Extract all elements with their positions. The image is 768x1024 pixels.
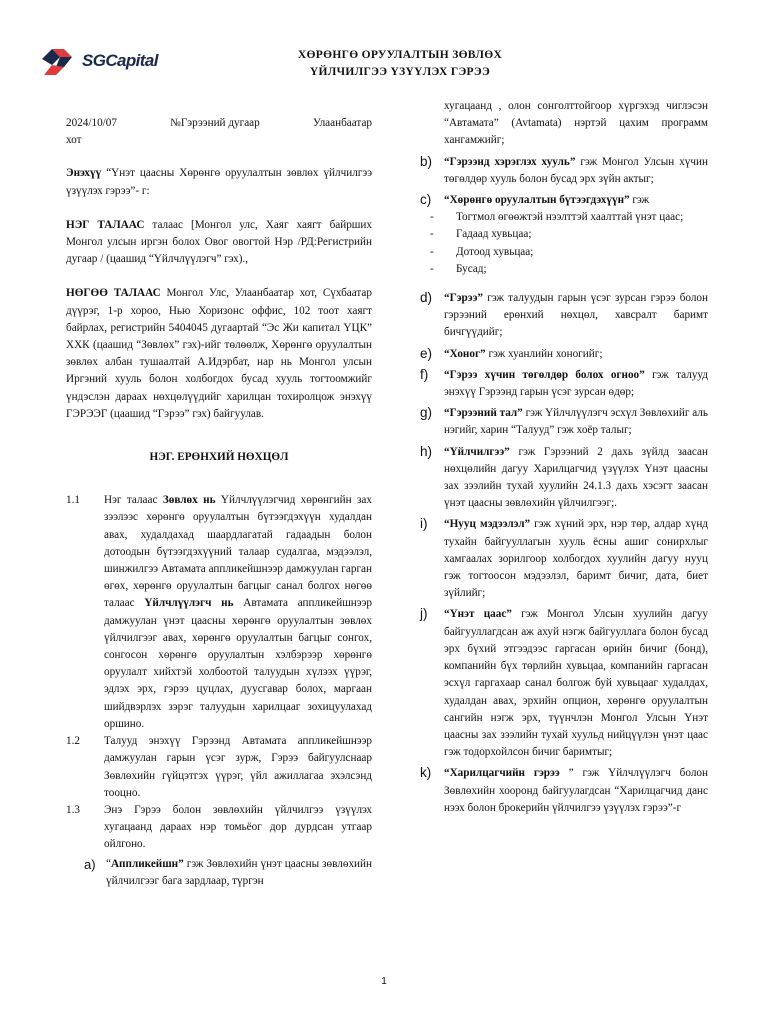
contract-city-2: хот (66, 134, 82, 147)
clause-1-2: 1.2 Талууд энэхүү Гэрээнд Автамата аппликейшнээр дамжуулан гарын үсэг зурж, Гэрээ байгуулснаар Зөвлөхийн гүйцэтгэх үүрэг, үйл ажиллагаа эхэлсэнд тооцно. (66, 735, 372, 799)
definition-b: b) “Гэрээнд хэрэглэх хууль” гэж Монгол Улсын хүчин төгөлдөр хууль болон бусад эрх зүйн актыг; (420, 153, 708, 185)
definition-c: c) “Хөрөнгө оруулалтын бүтээгдэхүүн” гэж (420, 192, 650, 208)
section-heading-1: НЭГ. ЕРӨНХИЙ НӨХЦӨЛ (149, 451, 289, 464)
clause-1-1: 1.1 Нэг талаас Зөвлөх нь Үйлчлүүлэгчид хөрөнгийн зах зээлээс хөрөнгө оруулалтын бүтээгдэхүүн худалдан авах, худалдахад шаардлагатай гадаадын болон дотоодын бүтээгдэхүүний талаар судалгаа, мэдээлэл, шинжилгээ Автамата аппликейшнээр дамжуулан гарган өгөх, хөрөнгө оруулалтын багцыг санал болгох нөгөө талаас Үйлчлүүлэгч нь Автамата аппликейшнээр дамжуулан үнэт цаасны хөрөнгө оруулалтын зөвлөх үйлчилгээг авах, хөрөнгө оруулалтын багцыг сонгох, сонгосон хөрөнгө оруулалтын хэлбэрээр хөрөнгө оруулалт хийхтэй холбоотой талуудын хүлээх үүрэг, эдлэх эрх, гэрээ цуцлах, дуусгавар болох, маргаан шийдвэрлэх зэрэг талуудын харилцааг зохицуулахад оршино. (66, 494, 372, 730)
intro-paragraph: Энэхүү “Үнэт цаасны Хөрөнгө оруулалтын зөвлөх үйлчилгээ үзүүлэх гэрээ”- г: (66, 167, 372, 197)
contract-date: 2024/10/07 (66, 117, 117, 129)
contract-number: №Гэрээний дугаар (170, 117, 260, 129)
definition-k: k) “Харилцагчийн гэрээ ” гэж Үйлчлүүлэгч болон Зөвлөхийн хооронд байгуулагдсан “Харилцагчид данс нээх болон брокерийн үйлчилгээ үзүүлэх гэрээ”-г (420, 765, 708, 814)
definition-d: d) “Гэрээ” гэж талуудын гарын үсэг зурсан гэрээ болон гэрээний ерөнхий нөхцөл, хавсралт баримт бичгүүдийг; (420, 290, 708, 339)
definition-i: i) “Нууц мэдээлэл” гэж хүний эрх, нэр төр, алдар хүнд тухайн байгууллагын хууль ёсны ашиг сонирхлыг хамгаалах зорилгоор холбогдох хуулийн дагуу нууц гэж тогтоосон мэдээлэл, баримт бичиг, дата, биет зүйлийг; (420, 516, 708, 600)
party-two-paragraph: НӨГӨӨ ТАЛААС Монгол Улс, Улаанбаатар хот, Сүхбаатар дүүрэг, 1-р хороо, Нью Хоризонс оффис, 102 тоот хаягт байрлах, регистрийн 5404045 дугаартай “Эс Жи капитал ҮЦК” ХХК (цаашид “Зөвлөх” гэх)-ийг төлөөлж, Хөрөнгө оруулалтын зөвлөх албан тушаалтай А.Идэрбат, нар нь Монгол улсын Иргэний хууль болон холбогдох бусад хууль тогтоомжийг үндэслэн дараах нөхцөлүүдийг харилцан тохиролцож энэхүү ГЭРЭЭГ (цаашид “Гэрээ” гэх) байгуулав. (66, 287, 372, 420)
definition-f: f) “Гэрээ хүчин төгөлдөр болох огноо” гэж талууд энэхүү Гэрээнд гарын үсэг зурсан өдөр; (420, 366, 708, 399)
definition-j: j) “Үнэт цаас” гэж Монгол Улсын хуулийн дагуу байгууллагдсан аж ахуй нэгж байгууллага болон бусад эрх бүхий этгээдээс гаргасан өрийн бичиг (бонд), компанийн бүх төрлийн хувьцаа, компанийн гаргасан эсхүл гаргахаар санал болгож буй хувьцааг худалдах, худалдан авах, эрхийн опцион, хөрөнгө оруулалтын сангийн нэгж эрх, түүнчлэн Монгол Улсын Үнэт цаасны зах зээлийн тухай хуульд нийцүүлэн үнэт цаас гэж тодорхойлсон бичиг баримтыг; (420, 606, 708, 759)
contract-header (66, 115, 372, 132)
bullet-item: - Бусад; (430, 262, 487, 275)
company-logo (38, 47, 168, 77)
definition-a-continued: хугацаанд , олон сонголттойгоор хүргэхэд чиглэсэн “Автамата” (Avtamata) нэртэй цахим программ хангамжийг; (444, 100, 708, 147)
definition-e: e) “Хоног” гэж хуанлийн хоногийг; (420, 345, 603, 361)
party-one-paragraph: НЭГ ТАЛААС талаас [Монгол улс, Хаяг хаягт байрших Монгол улсын иргэн болох Овог овогтой Нэр /РД:Регистрийн дугаар / (цаашид “Үйлчлүүлэгч” гэх)., (66, 218, 372, 266)
definition-g: g) “Гэрээний тал” гэж Үйлчлүүлэгч эсхүл Зөвлөхийг аль нэгийг, харин “Талууд” гэж хоёр талыг; (420, 405, 708, 437)
left-column (66, 115, 372, 890)
contract-city: Улаанбаатар (312, 117, 372, 129)
bullet-item: - Дотоод хувьцаа; (430, 245, 534, 258)
page-number: 1 (381, 976, 387, 987)
clause-1-3: 1.3 Энэ Гэрээ болон зөвлөхийн үйлчилгээ үзүүлэх хугацаанд дараах нэр томьёог дор дурдсан утгаар ойлгоно. (66, 803, 372, 851)
bullet-item: - Гадаад хувьцаа; (430, 228, 532, 241)
definition-h: h) “Үйлчилгээ” гэж Гэрээний 2 дахь зүйлд заасан нөхцөлийн дагуу Харилцагчид үзүүлэх Үнэт цаасны зах зээлийн тухай хуулийн 24.1.3 дахь хэсэгт заасан үнэт цаасны зөвлөхийн үйлчилгээг;. (420, 443, 708, 510)
sg-capital-logo-icon (38, 47, 78, 77)
definition-a: a) “Аппликейшн” гэж Зөвлөхийн үнэт цаасны зөвлөхийн үйлчилгээг бага зардлаар, түргэн (84, 856, 372, 887)
document-title-line1: ХӨРӨНГӨ ОРУУЛАЛТЫН ЗӨВЛӨХ (297, 49, 503, 61)
bullet-item: - Тогтмол өгөөжтэй нээлттэй хаалттай үнэт цаас; (430, 211, 684, 224)
document-title-line2: ҮЙЛЧИЛГЭЭ ҮЗҮҮЛЭХ ГЭРЭЭ (309, 66, 491, 78)
right-column (420, 98, 708, 817)
logo-text: SGCapital (82, 51, 158, 70)
